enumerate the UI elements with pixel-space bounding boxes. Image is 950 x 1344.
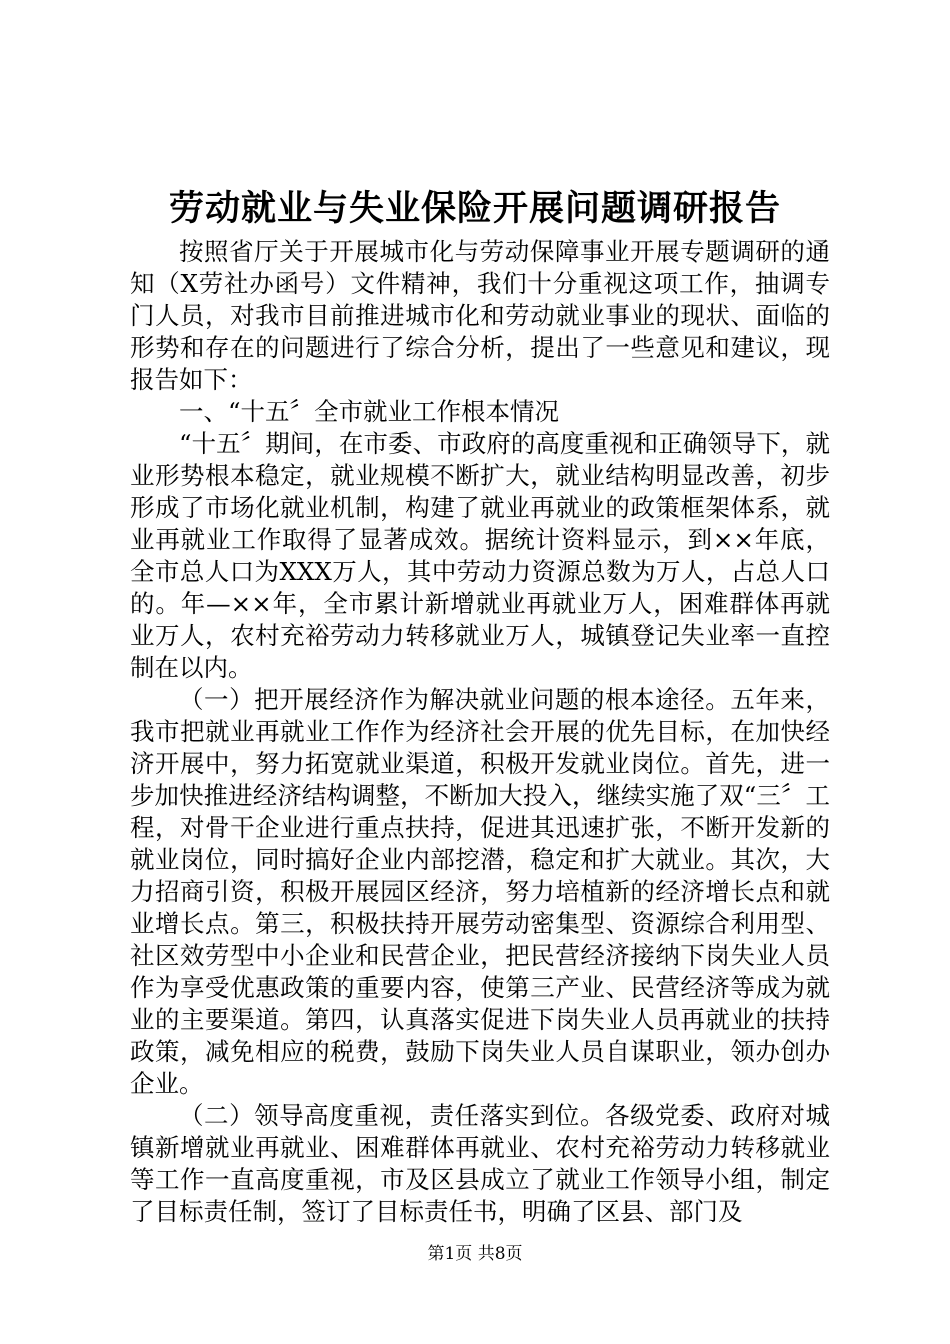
paragraph-intro: 按照省厅关于开展城市化与劳动保障事业开展专题调研的通知（X劳社办函号）文件精神，我们十分重视这项工作，抽调专门人员，对我市目前推进城市化和劳动就业事业的现状、面临的形势和存在的问题进行了综合分析，提出了一些意见和建议，现报告如下：: [130, 237, 830, 394]
document-title: 劳动就业与失业保险开展问题调研报告: [168, 188, 781, 229]
paragraph-leadership: （二）领导高度重视，责任落实到位。各级党委、政府对城镇新增就业再就业、困难群体再就业、农村充裕劳动力转移就业等工作一直高度重视，市及区县成立了就业工作领导小组，制定了目标责任制，签订了目标责任书，明确了区县、部门及: [130, 1101, 830, 1226]
document-body: [130, 236, 830, 1228]
paragraph-economy: （一）把开展经济作为解决就业问题的根本途径。五年来，我市把就业再就业工作作为经济社会开展的优先目标，在加快经济开展中，努力拓宽就业渠道，积极开发就业岗位。首先，进一步加快推进经济结构调整，不断加大投入，继续实施了双“三〞工程，对骨干企业进行重点扶持，促进其迅速扩张，不断开发新的就业岗位，同时搞好企业内部挖潜，稳定和扩大就业。其次，大力招商引资，积极开展园区经济，努力培植新的经济增长点和就业增长点。第三，积极扶持开展劳动密集型、资源综合利用型、社区效劳型中小企业和民营企业，把民营经济接纳下岗失业人员作为享受优惠政策的重要内容，使第三产业、民营经济等成为就业的主要渠道。第四，认真落实促进下岗失业人员再就业的扶持政策，减免相应的税费，鼓励下岗失业人员自谋职业，领办创办企业。: [130, 685, 830, 1098]
page-indicator: 第1页 共8页: [427, 1244, 523, 1264]
paragraph-overview: “十五〞期间，在市委、市政府的高度重视和正确领导下，就业形势根本稳定，就业规模不断扩大，就业结构明显改善，初步形成了市场化就业机制，构建了就业再就业的政策框架体系，就业再就业工作取得了显著成效。据统计资料显示，到××年底，全市总人口为XXX万人，其中劳动力资源总数为万人，占总人口的。年—××年，全市累计新增就业再就业万人，困难群体再就业万人，农村充裕劳动力转移就业万人，城镇登记失业率一直控制在以内。: [130, 429, 830, 682]
section-heading-1: 一、“十五〞全市就业工作根本情况: [179, 397, 560, 426]
